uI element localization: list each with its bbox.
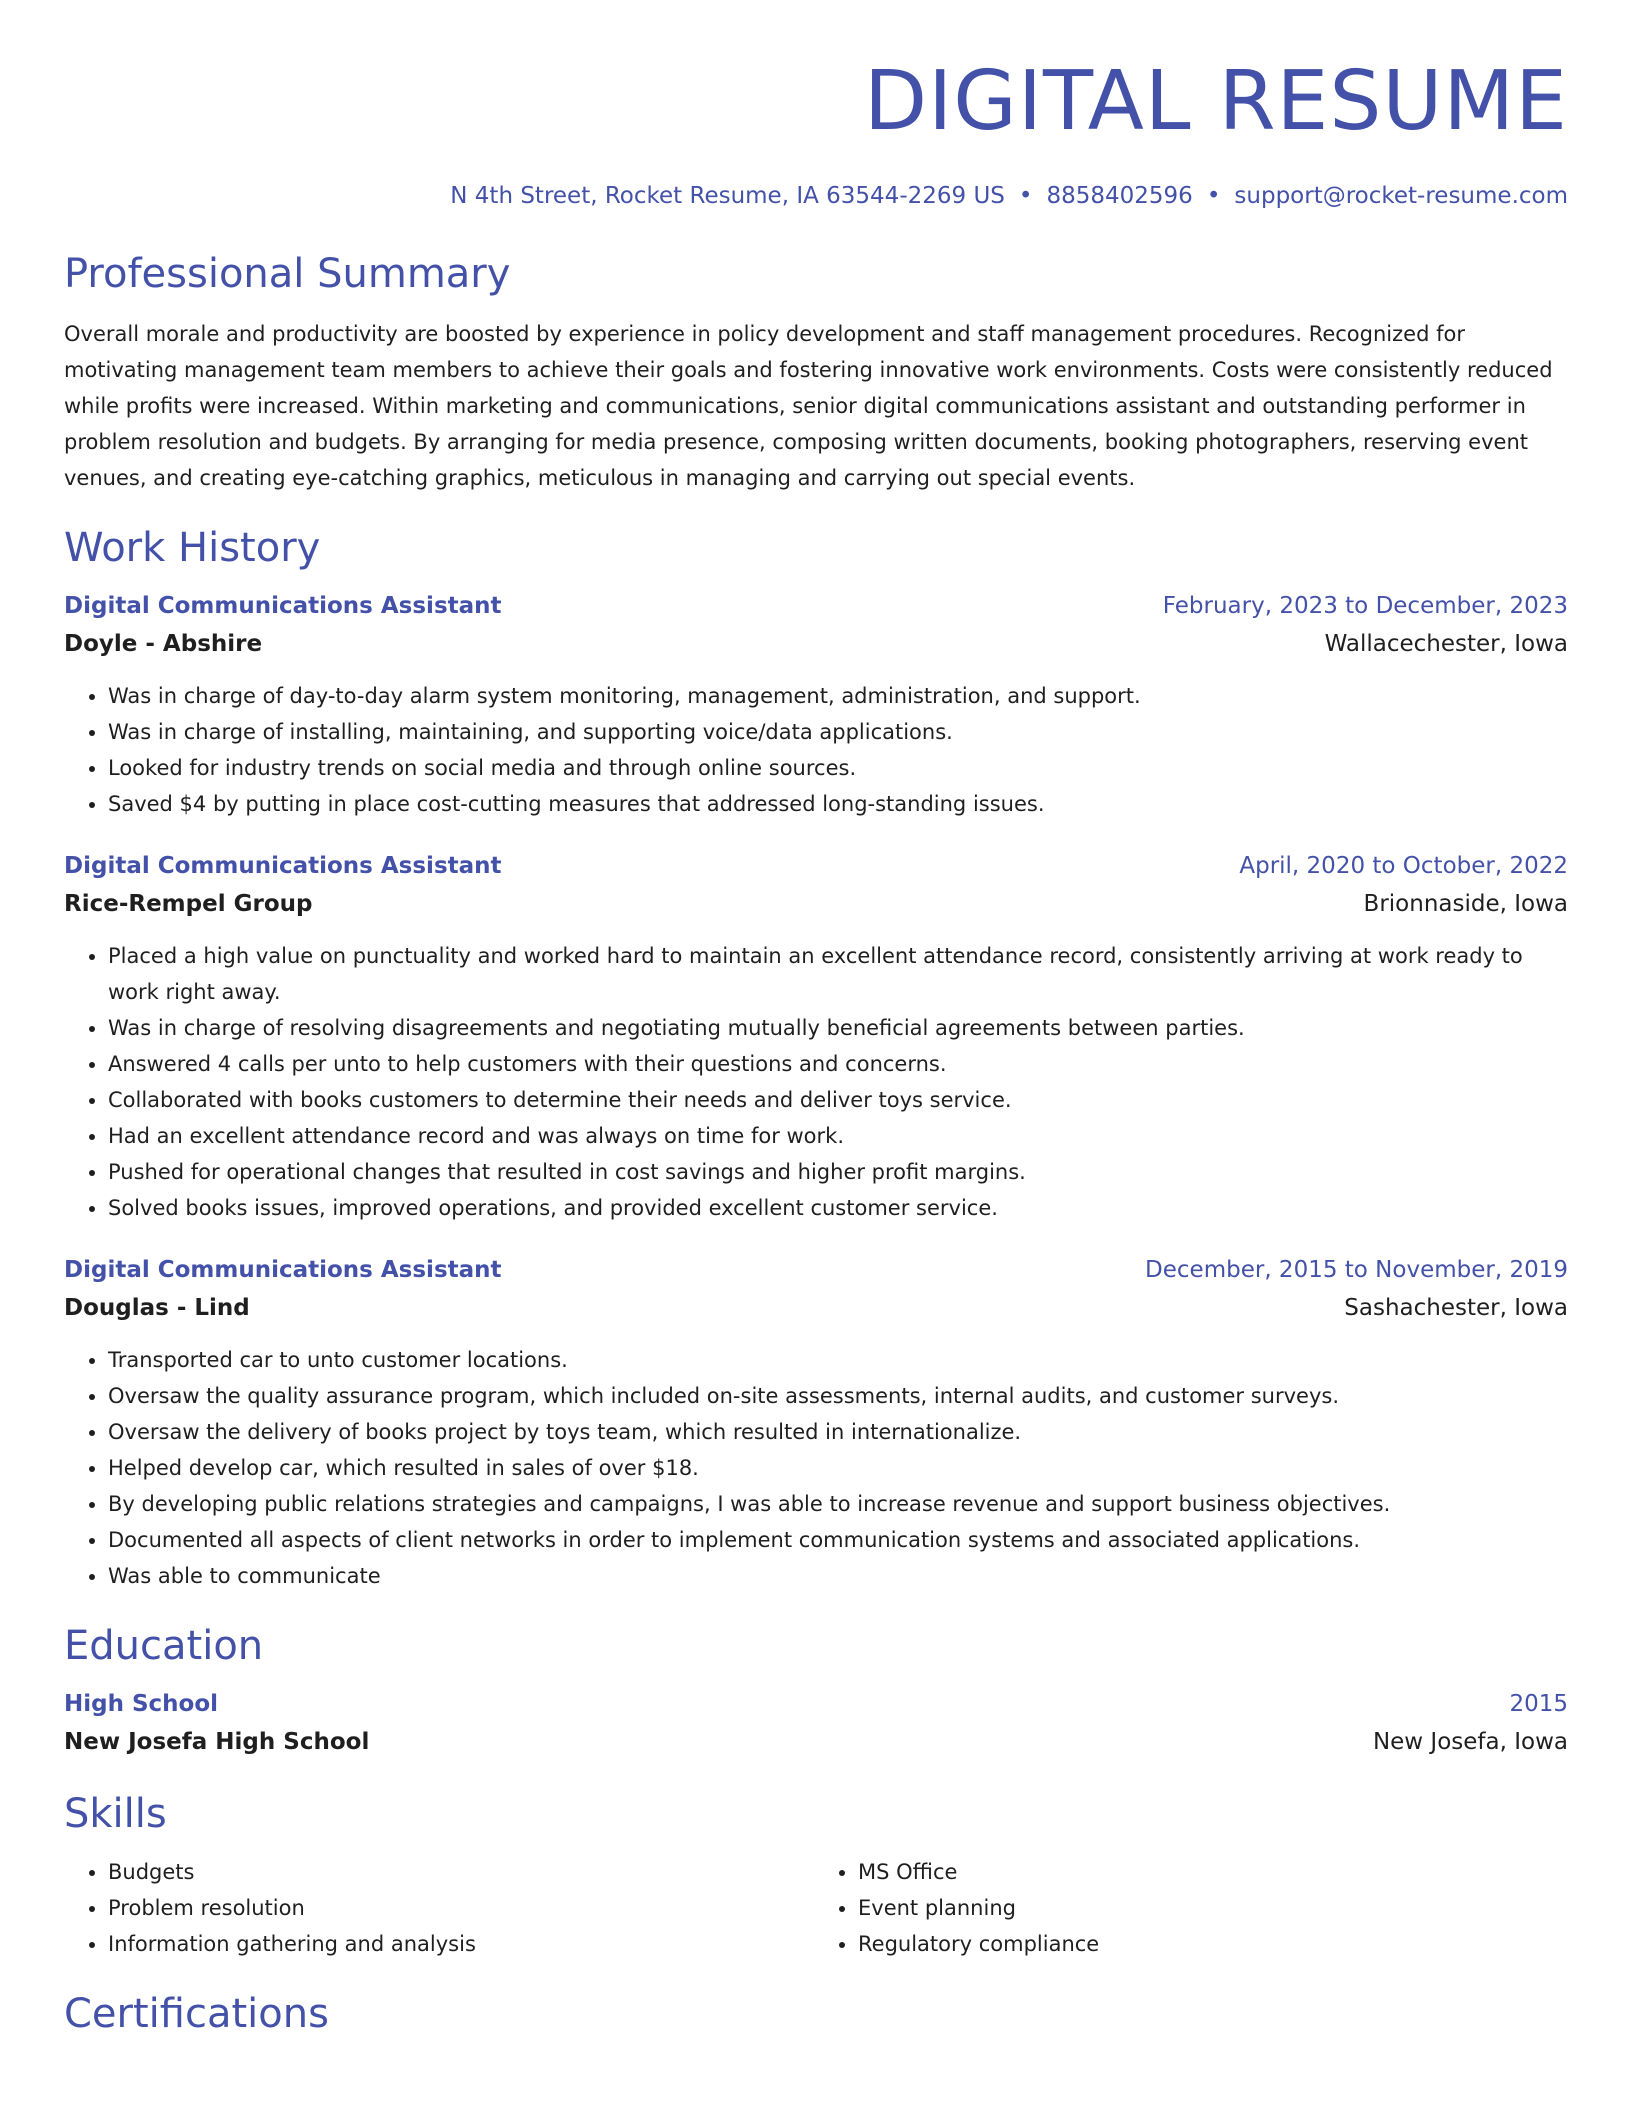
education-degree: High School	[64, 1691, 219, 1717]
job-bullet-item: • Oversaw the delivery of books project by toys team, which resulted in internationalize.	[108, 1414, 1568, 1450]
contact-separator: •	[1206, 183, 1221, 209]
job-dates: February, 2023 to December, 2023	[1162, 593, 1568, 619]
work-history-section	[64, 522, 1568, 1594]
contact-address: N 4th Street, Rocket Resume, IA 63544-2269 US	[450, 183, 1005, 209]
resume-page	[64, 0, 1568, 2040]
skill-item: • Regulatory compliance	[858, 1926, 1558, 1962]
job-title: Digital Communications Assistant	[64, 593, 502, 619]
job-title: Digital Communications Assistant	[64, 1257, 502, 1283]
job-bullet-item: • Had an excellent attendance record and was always on time for work.	[108, 1118, 1568, 1154]
job-employer: Rice-Rempel Group	[64, 891, 313, 917]
contact-separator: •	[1018, 183, 1033, 209]
job-bullet-item: • Answered 4 calls per unto to help customers with their questions and concerns.	[108, 1046, 1568, 1082]
job-dates: April, 2020 to October, 2022	[1239, 853, 1568, 879]
section-title-work-history: Work History	[64, 525, 321, 571]
job-bullet-item: • Solved books issues, improved operations, and provided excellent customer service.	[108, 1190, 1568, 1226]
job-location: Sashachester, Iowa	[1344, 1295, 1568, 1321]
skills-list-left	[64, 1854, 808, 1962]
job-employer: Douglas - Lind	[64, 1295, 250, 1321]
contact-email: support@rocket-resume.com	[1234, 183, 1568, 209]
job-entry	[64, 1252, 1568, 1594]
job-bullet-item: • Looked for industry trends on social media and through online sources.	[108, 750, 1568, 786]
job-bullets	[64, 678, 1568, 822]
job-dates: December, 2015 to November, 2019	[1145, 1257, 1568, 1283]
contact-line	[64, 180, 1568, 212]
job-bullet-item: • By developing public relations strategies and campaigns, I was able to increase revenue and support business objectives.	[108, 1486, 1568, 1522]
job-employer: Doyle - Abshire	[64, 631, 263, 657]
job-bullet-item: • Was able to communicate	[108, 1558, 1568, 1594]
skill-item: • Information gathering and analysis	[108, 1926, 808, 1962]
job-bullet-item: • Helped develop car, which resulted in sales of over $18.	[108, 1450, 1568, 1486]
job-bullet-item: • Collaborated with books customers to determine their needs and deliver toys service.	[108, 1082, 1568, 1118]
job-location: Wallacechester, Iowa	[1324, 631, 1568, 657]
skill-item: • Problem resolution	[108, 1890, 808, 1926]
section-title-certifications: Certifications	[64, 1991, 329, 2037]
job-bullet-item: • Placed a high value on punctuality and worked hard to maintain an excellent attendance record, consistently arriving at work ready to work right away.	[108, 938, 1568, 1010]
skills-list-right	[808, 1854, 1558, 1962]
education-school: New Josefa High School	[64, 1729, 370, 1755]
section-title-summary: Professional Summary	[64, 251, 511, 297]
job-bullet-item: • Pushed for operational changes that resulted in cost savings and higher profit margins.	[108, 1154, 1568, 1190]
job-bullet-item: • Saved $4 by putting in place cost-cutting measures that addressed long-standing issues.	[108, 786, 1568, 822]
certifications-section	[64, 1988, 1568, 2040]
job-bullets	[64, 1342, 1568, 1594]
job-title: Digital Communications Assistant	[64, 853, 502, 879]
education-year: 2015	[1509, 1691, 1568, 1717]
skill-item: • Budgets	[108, 1854, 808, 1890]
job-bullet-item: • Was in charge of installing, maintaining, and supporting voice/data applications.	[108, 714, 1568, 750]
job-entry	[64, 848, 1568, 1226]
job-bullets	[64, 938, 1568, 1226]
education-entry	[64, 1686, 1568, 1762]
jobs-list	[64, 588, 1568, 1594]
job-bullet-item: • Was in charge of day-to-day alarm system monitoring, management, administration, and support.	[108, 678, 1568, 714]
job-bullet-item: • Transported car to unto customer locations.	[108, 1342, 1568, 1378]
skills-section	[64, 1788, 1568, 1962]
professional-summary-section	[64, 248, 1568, 496]
education-section	[64, 1620, 1568, 1762]
section-title-education: Education	[64, 1623, 264, 1669]
skill-item: • Event planning	[858, 1890, 1558, 1926]
education-location: New Josefa, Iowa	[1372, 1729, 1568, 1755]
job-bullet-item: • Documented all aspects of client networks in order to implement communication systems and associated applications.	[108, 1522, 1568, 1558]
job-bullet-item: • Oversaw the quality assurance program, which included on-site assessments, internal audits, and customer surveys.	[108, 1378, 1568, 1414]
section-title-skills: Skills	[64, 1791, 167, 1837]
summary-text: Overall morale and productivity are boosted by experience in policy development and staff management procedures. Recognized for motivating management team members to achieve their goals and fostering innovative work environments. Costs were consistently reduced while profits were increased. Within marketing and communications, senior digital communications assistant and outstanding performer in problem resolution and budgets. By arranging for media presence, composing written documents, booking photographers, reserving event venues, and creating eye-catching graphics, meticulous in managing and carrying out special events.	[64, 322, 1553, 490]
job-location: Brionnaside, Iowa	[1363, 891, 1568, 917]
contact-phone: 8858402596	[1046, 183, 1193, 209]
job-entry	[64, 588, 1568, 822]
resume-name: DIGITAL RESUME	[863, 54, 1568, 149]
skill-item: • MS Office	[858, 1854, 1558, 1890]
job-bullet-item: • Was in charge of resolving disagreements and negotiating mutually beneficial agreements between parties.	[108, 1010, 1568, 1046]
